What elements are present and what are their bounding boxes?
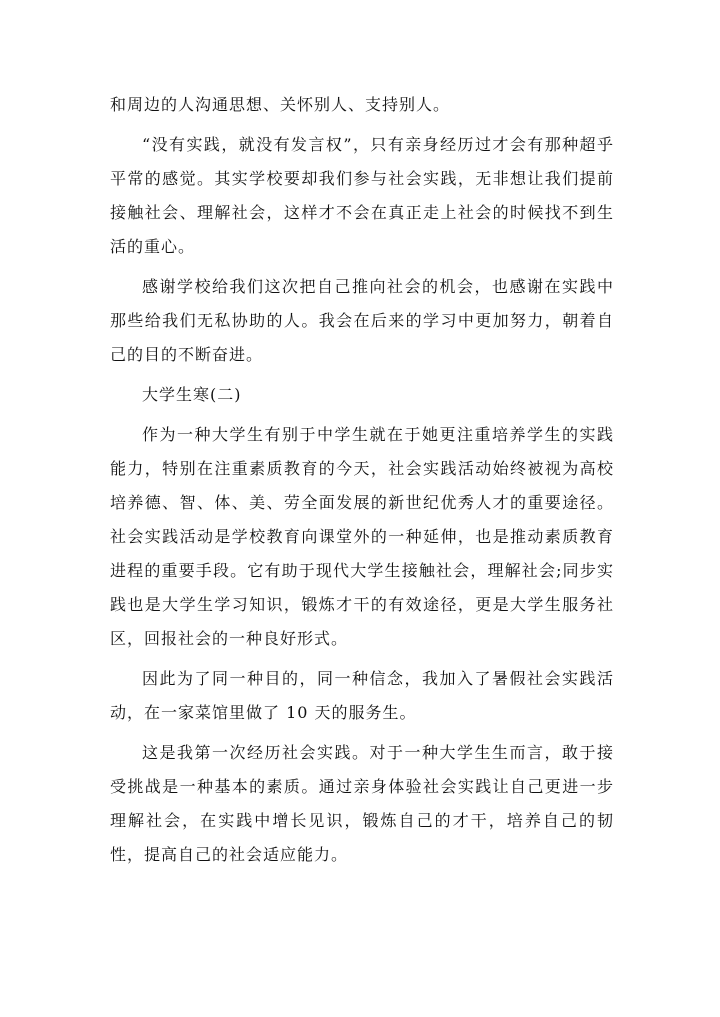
- paragraph-1: 和周边的人沟通思想、关怀别人、支持别人。: [110, 95, 451, 114]
- paragraph-3: 感谢学校给我们这次把自己推向社会的机会，也感谢在实践中那些给我们无私协助的人。我会在后来的学习中更加努力，朝着自己的目的不断奋进。: [110, 277, 614, 364]
- paragraph-6: 因此为了同一种目的，同一种信念，我加入了暑假社会实践活动，在一家菜馆里做了 10 天的服务生。: [110, 669, 614, 722]
- section-heading: 大学生寒(二): [142, 385, 242, 404]
- paragraph-7: 这是我第一次经历社会实践。对于一种大学生生而言，敢于接受挑战是一种基本的素质。通过亲身体验社会实践让自己更进一步理解社会，在实践中增长见识，锻炼自己的才干，培养自己的韧性，提高自己的社会适应能力。: [110, 743, 614, 864]
- document-body: [110, 88, 614, 872]
- paragraph-5: 作为一种大学生有别于中学生就在于她更注重培养学生的实践能力，特别在注重素质教育的今天，社会实践活动始终被视为高校培养德、智、体、美、劳全面发展的新世纪优秀人才的重要途径。社会实践活动是学校教育向课堂外的一种延伸，也是推动素质教育进程的重要手段。它有助于现代大学生接触社会，理解社会;同步实践也是大学生学习知识，锻炼才干的有效途径，更是大学生服务社区，回报社会的一种良好形式。: [110, 425, 614, 648]
- paragraph-2: “没有实践，就没有发言权”，只有亲身经历过才会有那种超乎平常的感觉。其实学校要却我们参与社会实践，无非想让我们提前接触社会、理解社会，这样才不会在真正走上社会的时候找不到生活的重心。: [110, 135, 614, 256]
